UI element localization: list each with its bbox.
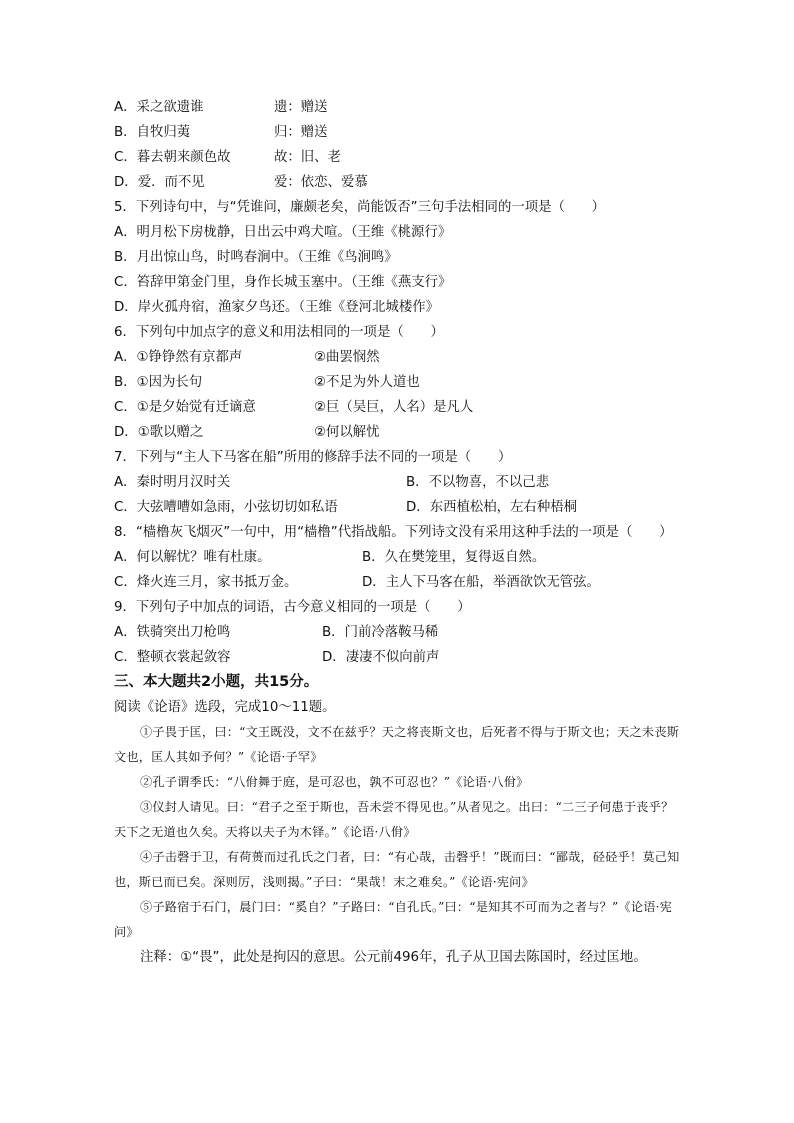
passage-2: ②孔子谓季氏：“八佾舞于庭，是可忍也，孰不可忍也？”《论语·八佾》 <box>140 775 529 789</box>
q8-options-row-1 <box>114 545 684 570</box>
q7-options-row-2 <box>114 495 684 520</box>
q4-option-d-text: D．爱．而不见 <box>114 175 205 190</box>
q7-option-c: C．大弦嘈嘈如急雨，小弦切切如私语 <box>114 500 338 515</box>
q6-option-a <box>114 345 684 370</box>
q6-option-d <box>114 420 684 445</box>
q5-option-c: C．笞辞甲第金门里，身作长城玉塞中。（王维《燕支行》 <box>114 275 452 290</box>
annotation-note: 注释：①“畏”，此处是拘囚的意思。公元前496年，孔子从卫国去陈国时，经过匡地。 <box>140 950 647 965</box>
q6-option-a-first: A．①铮铮然有京都声 <box>114 350 243 365</box>
q9-option-a: A．铁骑突出刀枪鸣 <box>114 625 231 640</box>
q6-option-b <box>114 370 684 395</box>
q4-option-b-gloss: 归：赠送 <box>274 125 328 140</box>
q6-option-c-second: ②巨（吴巨，人名）是凡人 <box>314 400 474 415</box>
passage-4: ④子击磬于卫，有荷蒉而过孔氏之门者，曰：“有心哉，击磬乎！”既而曰：“鄙哉，硁硁乎！莫己知也，斯已而已矣。深则厉，浅则揭。”子曰：“果哉！末之难矣。”《论语·宪问》 <box>114 850 680 889</box>
section-3-intro: 阅读《论语》选段，完成10～11题。 <box>114 700 336 715</box>
q5-option-d: D．岸火孤舟宿，渔家夕鸟还。（王维《登河北城楼作》 <box>114 300 439 315</box>
page-content <box>114 95 684 970</box>
q4-option-b-text: B．自牧归荑 <box>114 125 191 140</box>
q9-option-b: B．门前冷落鞍马稀 <box>322 625 439 640</box>
q8-option-d: D．主人下马客在船，举酒欲饮无管弦。 <box>362 575 600 590</box>
q5-option-b: B．月出惊山鸟，时鸣春涧中。（王维《鸟涧鸣》 <box>114 250 398 265</box>
q6-stem: 6．下列句中加点字的意义和用法相同的一项是（ ） <box>114 325 444 340</box>
q8-options-row-2 <box>114 570 684 595</box>
q8-option-a: A．何以解忧？唯有杜康。 <box>114 550 271 565</box>
q5-option-a: A．明月松下房栊静，日出云中鸡犬喧。（王维《桃源行》 <box>114 225 452 240</box>
q6-option-c <box>114 395 684 420</box>
q6-option-d-second: ②何以解忧 <box>314 425 380 440</box>
q9-options-row-2 <box>114 645 684 670</box>
q6-option-a-second: ②曲罢悯然 <box>314 350 380 365</box>
q8-stem: 8．“樯橹灰飞烟灭”一句中，用“樯橹”代指战船。下列诗文没有采用这种手法的一项是（ ） <box>114 525 673 540</box>
q9-option-d: D．凄凄不似向前声 <box>322 650 440 665</box>
passage-1: ①子畏于匡，曰：“文王既没，文不在兹乎？天之将丧斯文也，后死者不得与于斯文也；天之未丧斯文也，匡人其如予何？”《论语·子罕》 <box>114 725 680 764</box>
q4-option-d <box>114 170 684 195</box>
passage-5: ⑤子路宿于石门，晨门曰：“奚自？”子路曰：“自孔氏。”曰：“是知其不可而为之者与？”《论语·宪问》 <box>114 900 673 939</box>
q6-option-b-first: B．①因为长句 <box>114 375 203 390</box>
q4-option-a <box>114 95 684 120</box>
q7-option-a: A．秦时明月汉时关 <box>114 475 231 490</box>
q9-options-row-1 <box>114 620 684 645</box>
q6-option-b-second: ②不足为外人道也 <box>314 375 420 390</box>
q4-option-d-gloss: 爱：依恋、爱慕 <box>274 175 368 190</box>
q6-option-d-first: D．①歌以赠之 <box>114 425 204 440</box>
q4-option-c-text: C．暮去朝来颜色故 <box>114 150 231 165</box>
section-3-heading: 三、本大题共2小题，共15分。 <box>114 674 319 690</box>
q4-option-a-text: A．采之欲遗谁 <box>114 100 204 115</box>
q8-option-c: C．烽火连三月，家书抵万金。 <box>114 575 298 590</box>
q7-stem: 7．下列与“主人下马客在船”所用的修辞手法不同的一项是（ ） <box>114 450 512 465</box>
q7-option-b: B．不以物喜，不以己悲 <box>406 475 550 490</box>
q4-option-c-gloss: 故：旧、老 <box>274 150 341 165</box>
q8-option-b: B．久在樊笼里，复得返自然。 <box>362 550 546 565</box>
q9-option-c: C．整顿衣裳起敛容 <box>114 650 231 665</box>
passage-3: ③仪封人请见。曰：“君子之至于斯也，吾未尝不得见也。”从者见之。出曰：“二三子何患于丧乎？天下之无道也久矣。天将以夫子为木铎。”《论语·八佾》 <box>114 800 674 839</box>
q9-stem: 9．下列句子中加点的词语，古今意义相同的一项是（ ） <box>114 600 471 615</box>
q6-option-c-first: C．①是夕始觉有迁谪意 <box>114 400 256 415</box>
q7-options-row-1 <box>114 470 684 495</box>
q4-option-a-gloss: 遗：赠送 <box>274 100 328 115</box>
q4-option-c <box>114 145 684 170</box>
q5-stem: 5．下列诗句中，与“凭谁问，廉颇老矣，尚能饭否”三句手法相同的一项是（ ） <box>114 200 606 215</box>
q7-option-d: D．东西植松柏，左右种梧桐 <box>406 500 577 515</box>
q4-option-b <box>114 120 684 145</box>
